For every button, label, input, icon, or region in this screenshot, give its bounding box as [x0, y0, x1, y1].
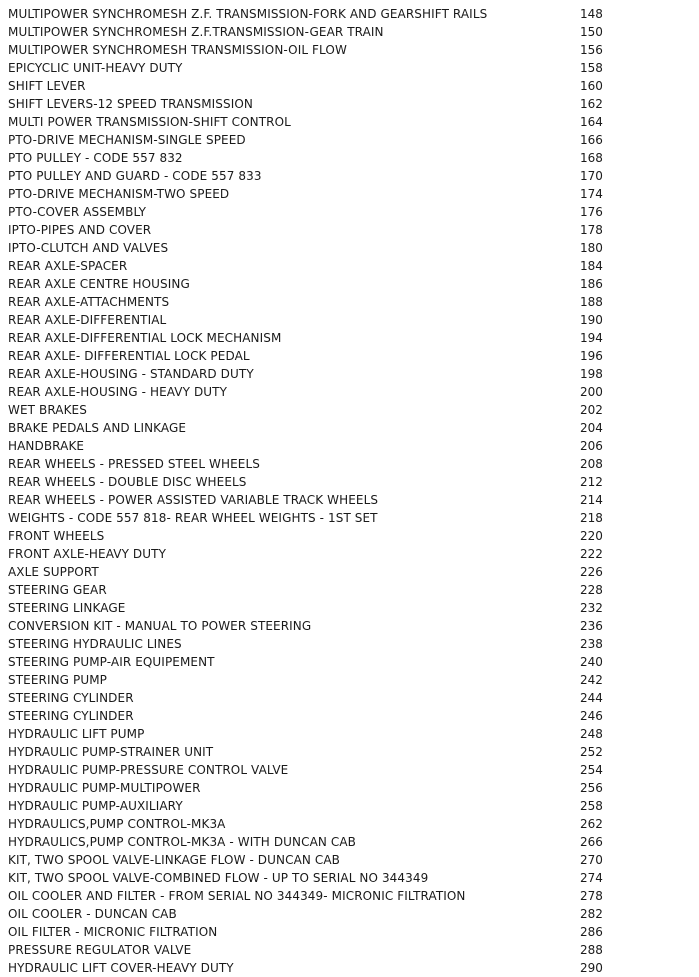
toc-entry[interactable] — [8, 419, 608, 437]
toc-entry[interactable] — [8, 653, 608, 671]
toc-entry-title[interactable]: KIT, TWO SPOOL VALVE-LINKAGE FLOW - DUNCAN CAB — [8, 853, 340, 867]
toc-entry-title[interactable]: REAR AXLE-DIFFERENTIAL LOCK MECHANISM — [8, 331, 282, 345]
toc-entry-page-number[interactable]: 236 — [580, 619, 603, 633]
toc-entry-page-number[interactable]: 242 — [580, 673, 603, 687]
toc-entry[interactable] — [8, 59, 608, 77]
toc-entry-page-number[interactable]: 252 — [580, 745, 603, 759]
toc-entry[interactable] — [8, 329, 608, 347]
toc-entry[interactable] — [8, 671, 608, 689]
toc-entry[interactable] — [8, 113, 608, 131]
toc-entry-page-number[interactable]: 150 — [580, 25, 603, 39]
toc-entry-page-number[interactable]: 186 — [580, 277, 603, 291]
toc-entry[interactable] — [8, 761, 608, 779]
toc-entry-title[interactable]: REAR WHEELS - DOUBLE DISC WHEELS — [8, 475, 247, 489]
toc-entry[interactable] — [8, 725, 608, 743]
toc-entry[interactable] — [8, 581, 608, 599]
toc-entry-page-number[interactable]: 162 — [580, 97, 603, 111]
toc-entry-page-number[interactable]: 188 — [580, 295, 603, 309]
toc-entry[interactable] — [8, 311, 608, 329]
toc-entry-title[interactable]: REAR WHEELS - POWER ASSISTED VARIABLE TRACK WHEELS — [8, 493, 379, 507]
toc-entry[interactable] — [8, 347, 608, 365]
toc-entry-title[interactable]: REAR AXLE-ATTACHMENTS — [8, 295, 170, 309]
toc-entry-title[interactable]: REAR AXLE-SPACER — [8, 259, 128, 273]
toc-entry-title[interactable]: HYDRAULIC PUMP-MULTIPOWER — [8, 781, 201, 795]
toc-entry-page-number[interactable]: 278 — [580, 889, 603, 903]
toc-entry[interactable] — [8, 185, 608, 203]
toc-entry[interactable] — [8, 617, 608, 635]
toc-entry[interactable] — [8, 455, 608, 473]
toc-entry[interactable] — [8, 473, 608, 491]
toc-entry-title[interactable]: SHIFT LEVERS-12 SPEED TRANSMISSION — [8, 97, 253, 111]
toc-entry[interactable] — [8, 275, 608, 293]
toc-entry[interactable] — [8, 149, 608, 167]
toc-entry[interactable] — [8, 383, 608, 401]
toc-entry-page-number[interactable]: 262 — [580, 817, 603, 831]
toc-entry-title[interactable]: HYDRAULIC PUMP-PRESSURE CONTROL VALVE — [8, 763, 289, 777]
toc-entry-title[interactable]: PTO PULLEY AND GUARD - CODE 557 833 — [8, 169, 262, 183]
toc-entry-page-number[interactable]: 204 — [580, 421, 603, 435]
toc-entry-page-number[interactable]: 156 — [580, 43, 603, 57]
toc-entry-title[interactable]: STEERING HYDRAULIC LINES — [8, 637, 182, 651]
toc-entry[interactable] — [8, 491, 608, 509]
toc-entry-page-number[interactable]: 198 — [580, 367, 603, 381]
toc-entry[interactable] — [8, 797, 608, 815]
toc-entry-title[interactable]: IPTO-PIPES AND COVER — [8, 223, 152, 237]
toc-entry-title[interactable]: STEERING PUMP-AIR EQUIPEMENT — [8, 655, 215, 669]
table-of-contents — [8, 5, 608, 977]
toc-entry-page-number[interactable]: 274 — [580, 871, 603, 885]
toc-entry-page-number[interactable]: 158 — [580, 61, 603, 75]
toc-entry-page-number[interactable]: 184 — [580, 259, 603, 273]
toc-entry-title[interactable]: OIL COOLER - DUNCAN CAB — [8, 907, 177, 921]
toc-entry-title[interactable]: HYDRAULICS,PUMP CONTROL-MK3A - WITH DUNCAN CAB — [8, 835, 357, 849]
toc-entry-page-number[interactable]: 282 — [580, 907, 603, 921]
toc-entry[interactable] — [8, 527, 608, 545]
toc-entry-page-number[interactable]: 286 — [580, 925, 603, 939]
toc-entry-page-number[interactable]: 164 — [580, 115, 603, 129]
toc-entry-title[interactable]: HANDBRAKE — [8, 439, 85, 453]
toc-entry-title[interactable]: HYDRAULIC LIFT PUMP — [8, 727, 145, 741]
toc-entry-title[interactable]: SHIFT LEVER — [8, 79, 86, 93]
toc-entry-page-number[interactable]: 238 — [580, 637, 603, 651]
toc-entry-title[interactable]: FRONT AXLE-HEAVY DUTY — [8, 547, 167, 561]
toc-entry[interactable] — [8, 563, 608, 581]
toc-entry-page-number[interactable]: 270 — [580, 853, 603, 867]
toc-entry-title[interactable]: BRAKE PEDALS AND LINKAGE — [8, 421, 187, 435]
toc-entry-title[interactable]: STEERING LINKAGE — [8, 601, 126, 615]
toc-entry-page-number[interactable]: 170 — [580, 169, 603, 183]
toc-entry-title[interactable]: STEERING PUMP — [8, 673, 107, 687]
toc-entry[interactable] — [8, 689, 608, 707]
toc-entry-page-number[interactable]: 266 — [580, 835, 603, 849]
toc-entry-page-number[interactable]: 196 — [580, 349, 603, 363]
toc-entry-title[interactable]: MULTIPOWER SYNCHROMESH TRANSMISSION-OIL FLOW — [8, 43, 347, 57]
toc-entry-page-number[interactable]: 212 — [580, 475, 603, 489]
toc-entry-title[interactable]: MULTI POWER TRANSMISSION-SHIFT CONTROL — [8, 115, 291, 129]
toc-entry-page-number[interactable]: 190 — [580, 313, 603, 327]
toc-entry[interactable] — [8, 509, 608, 527]
toc-entry-title[interactable]: AXLE SUPPORT — [8, 565, 99, 579]
toc-entry[interactable] — [8, 41, 608, 59]
toc-entry-page-number[interactable]: 290 — [580, 961, 603, 975]
toc-entry-title[interactable]: REAR WHEELS - PRESSED STEEL WHEELS — [8, 457, 260, 471]
toc-entry-page-number[interactable]: 160 — [580, 79, 603, 93]
toc-entry-title[interactable]: FRONT WHEELS — [8, 529, 105, 543]
toc-entry[interactable] — [8, 131, 608, 149]
toc-entry-title[interactable]: EPICYCLIC UNIT-HEAVY DUTY — [8, 61, 183, 75]
toc-entry-page-number[interactable]: 200 — [580, 385, 603, 399]
toc-entry-title[interactable]: REAR AXLE CENTRE HOUSING — [8, 277, 190, 291]
toc-entry-title[interactable]: OIL FILTER - MICRONIC FILTRATION — [8, 925, 218, 939]
toc-entry-page-number[interactable]: 208 — [580, 457, 603, 471]
toc-entry[interactable] — [8, 959, 608, 977]
toc-entry[interactable] — [8, 95, 608, 113]
toc-entry-title[interactable]: STEERING CYLINDER — [8, 709, 134, 723]
toc-entry-page-number[interactable]: 168 — [580, 151, 603, 165]
toc-entry[interactable] — [8, 401, 608, 419]
toc-entry[interactable] — [8, 779, 608, 797]
toc-entry-title[interactable]: REAR AXLE-HOUSING - HEAVY DUTY — [8, 385, 228, 399]
toc-entry-page-number[interactable]: 174 — [580, 187, 603, 201]
toc-entry[interactable] — [8, 545, 608, 563]
toc-entry-page-number[interactable]: 178 — [580, 223, 603, 237]
toc-entry[interactable] — [8, 5, 608, 23]
toc-entry-title[interactable]: MULTIPOWER SYNCHROMESH Z.F. TRANSMISSION-FORK AND GEARSHIFT RAILS — [8, 7, 488, 21]
toc-entry-page-number[interactable]: 148 — [580, 7, 603, 21]
toc-entry-title[interactable]: HYDRAULIC PUMP-STRAINER UNIT — [8, 745, 214, 759]
toc-entry-title[interactable]: PRESSURE REGULATOR VALVE — [8, 943, 192, 957]
toc-entry[interactable] — [8, 707, 608, 725]
toc-entry-title[interactable]: STEERING CYLINDER — [8, 691, 134, 705]
toc-entry[interactable] — [8, 887, 608, 905]
toc-entry[interactable] — [8, 923, 608, 941]
toc-entry-page-number[interactable]: 180 — [580, 241, 603, 255]
toc-entry-page-number[interactable]: 214 — [580, 493, 603, 507]
toc-entry-page-number[interactable]: 194 — [580, 331, 603, 345]
toc-entry-title[interactable]: KIT, TWO SPOOL VALVE-COMBINED FLOW - UP TO SERIAL NO 344349 — [8, 871, 429, 885]
toc-entry[interactable] — [8, 905, 608, 923]
toc-entry-page-number[interactable]: 218 — [580, 511, 603, 525]
toc-entry-title[interactable]: PTO-DRIVE MECHANISM-TWO SPEED — [8, 187, 230, 201]
toc-entry-page-number[interactable]: 246 — [580, 709, 603, 723]
toc-entry[interactable] — [8, 743, 608, 761]
toc-entry-page-number[interactable]: 232 — [580, 601, 603, 615]
toc-entry[interactable] — [8, 437, 608, 455]
toc-entry[interactable] — [8, 599, 608, 617]
toc-entry-title[interactable]: HYDRAULIC LIFT COVER-HEAVY DUTY — [8, 961, 234, 975]
toc-entry[interactable] — [8, 815, 608, 833]
toc-entry[interactable] — [8, 365, 608, 383]
toc-entry-page-number[interactable]: 228 — [580, 583, 603, 597]
toc-entry-page-number[interactable]: 240 — [580, 655, 603, 669]
toc-entry[interactable] — [8, 293, 608, 311]
toc-entry-page-number[interactable]: 226 — [580, 565, 603, 579]
toc-entry-page-number[interactable]: 256 — [580, 781, 603, 795]
toc-entry-title[interactable]: STEERING GEAR — [8, 583, 107, 597]
toc-entry[interactable] — [8, 257, 608, 275]
toc-entry-page-number[interactable]: 206 — [580, 439, 603, 453]
toc-entry[interactable] — [8, 167, 608, 185]
toc-entry-page-number[interactable]: 166 — [580, 133, 603, 147]
toc-entry-title[interactable]: PTO PULLEY - CODE 557 832 — [8, 151, 183, 165]
toc-entry-title[interactable]: REAR AXLE- DIFFERENTIAL LOCK PEDAL — [8, 349, 250, 363]
toc-entry-page-number[interactable]: 254 — [580, 763, 603, 777]
toc-entry-title[interactable]: IPTO-CLUTCH AND VALVES — [8, 241, 169, 255]
toc-entry-title[interactable]: HYDRAULIC PUMP-AUXILIARY — [8, 799, 183, 813]
toc-entry-page-number[interactable]: 202 — [580, 403, 603, 417]
toc-entry-page-number[interactable]: 258 — [580, 799, 603, 813]
toc-entry-title[interactable]: WEIGHTS - CODE 557 818- REAR WHEEL WEIGHTS - 1ST SET — [8, 511, 378, 525]
toc-entry-page-number[interactable]: 222 — [580, 547, 603, 561]
toc-entry[interactable] — [8, 869, 608, 887]
toc-entry-title[interactable]: REAR AXLE-HOUSING - STANDARD DUTY — [8, 367, 254, 381]
toc-entry-title[interactable]: WET BRAKES — [8, 403, 87, 417]
toc-entry-title[interactable]: REAR AXLE-DIFFERENTIAL — [8, 313, 167, 327]
toc-entry-title[interactable]: CONVERSION KIT - MANUAL TO POWER STEERING — [8, 619, 312, 633]
toc-entry-page-number[interactable]: 248 — [580, 727, 603, 741]
toc-entry-title[interactable]: MULTIPOWER SYNCHROMESH Z.F.TRANSMISSION-GEAR TRAIN — [8, 25, 384, 39]
toc-entry[interactable] — [8, 203, 608, 221]
toc-entry[interactable] — [8, 833, 608, 851]
toc-entry[interactable] — [8, 851, 608, 869]
toc-entry-page-number[interactable]: 176 — [580, 205, 603, 219]
toc-entry[interactable] — [8, 221, 608, 239]
toc-entry[interactable] — [8, 635, 608, 653]
toc-entry-title[interactable]: OIL COOLER AND FILTER - FROM SERIAL NO 344349- MICRONIC FILTRATION — [8, 889, 466, 903]
toc-entry-page-number[interactable]: 288 — [580, 943, 603, 957]
toc-entry[interactable] — [8, 77, 608, 95]
toc-entry[interactable] — [8, 239, 608, 257]
toc-entry-page-number[interactable]: 220 — [580, 529, 603, 543]
toc-entry[interactable] — [8, 23, 608, 41]
toc-entry-page-number[interactable]: 244 — [580, 691, 603, 705]
toc-entry-title[interactable]: HYDRAULICS,PUMP CONTROL-MK3A — [8, 817, 226, 831]
toc-entry-title[interactable]: PTO-DRIVE MECHANISM-SINGLE SPEED — [8, 133, 246, 147]
toc-entry[interactable] — [8, 941, 608, 959]
toc-entry-title[interactable]: PTO-COVER ASSEMBLY — [8, 205, 147, 219]
